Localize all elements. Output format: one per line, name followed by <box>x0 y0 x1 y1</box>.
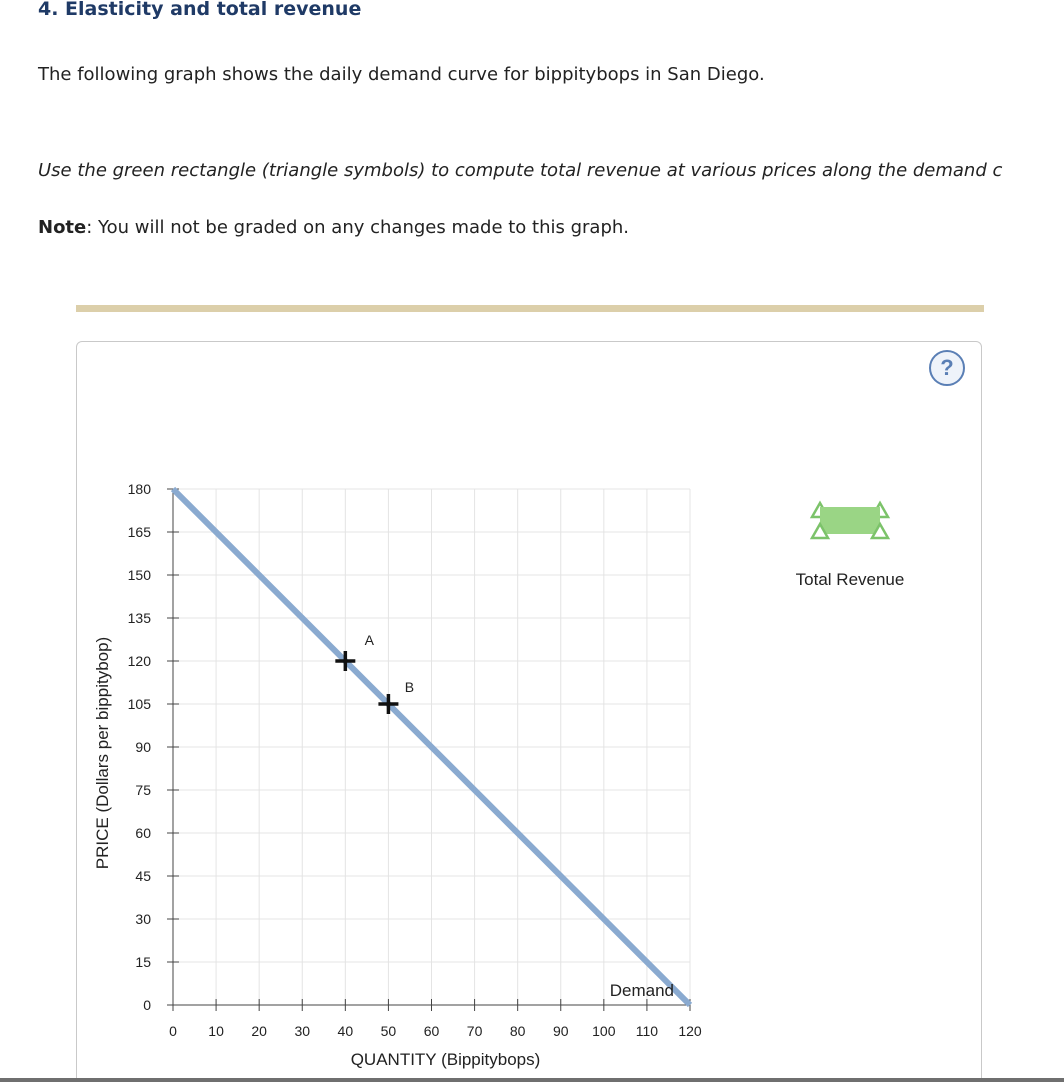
y-axis-title: PRICE (Dollars per bippitybop) <box>93 636 112 870</box>
x-tick-label-100: 100 <box>592 1023 616 1039</box>
point-a-label: A <box>364 632 375 648</box>
legend <box>796 503 905 589</box>
points-layer <box>335 632 414 714</box>
y-tick-label-0: 0 <box>143 997 151 1013</box>
y-tick-label-45: 45 <box>135 868 151 884</box>
note-label: Note <box>38 217 87 238</box>
x-tick-label-50: 50 <box>380 1023 397 1039</box>
y-tick-label-165: 165 <box>127 524 151 540</box>
y-tick-label-180: 180 <box>127 481 151 497</box>
x-tick-label-30: 30 <box>294 1023 311 1039</box>
y-tick-label-105: 105 <box>127 696 151 712</box>
x-tick-label-70: 70 <box>466 1023 483 1039</box>
window-bottom-edge <box>0 1078 1064 1082</box>
x-axis-title: QUANTITY (Bippitybops) <box>350 1050 541 1069</box>
y-tick-label-30: 30 <box>135 911 151 927</box>
y-tick-label-150: 150 <box>127 567 151 583</box>
x-tick-label-10: 10 <box>208 1023 224 1039</box>
x-tick-label-60: 60 <box>423 1023 440 1039</box>
instruction-text: Use the green rectangle (triangle symbols) to compute total revenue at various prices along the demand c <box>38 160 1003 181</box>
x-tick-label-120: 120 <box>678 1023 702 1039</box>
demand-curve-label: Demand <box>609 981 674 1000</box>
y-tick-label-120: 120 <box>127 653 151 669</box>
y-tick-label-75: 75 <box>135 782 151 798</box>
total-revenue-rectangle[interactable] <box>820 507 880 534</box>
y-tick-label-135: 135 <box>127 610 151 626</box>
x-tick-label-110: 110 <box>635 1023 659 1039</box>
section-heading: 4. Elasticity and total revenue <box>38 0 362 20</box>
legend-total-revenue-label: Total Revenue <box>795 570 905 589</box>
x-tick-label-40: 40 <box>337 1023 354 1039</box>
x-tick-label-80: 80 <box>509 1023 526 1039</box>
y-tick-label-90: 90 <box>135 739 151 755</box>
help-button[interactable]: ? <box>929 350 965 386</box>
intro-text: The following graph shows the daily demand curve for bippitybops in San Diego. <box>38 64 765 85</box>
y-tick-label-60: 60 <box>135 825 151 841</box>
x-tick-label-0: 0 <box>169 1023 177 1039</box>
x-tick-label-90: 90 <box>552 1023 569 1039</box>
point-b-label: B <box>404 679 415 695</box>
note-body: : You will not be graded on any changes made to this graph. <box>86 217 630 238</box>
x-tick-label-20: 20 <box>251 1023 267 1039</box>
y-tick-label-15: 15 <box>135 954 151 970</box>
